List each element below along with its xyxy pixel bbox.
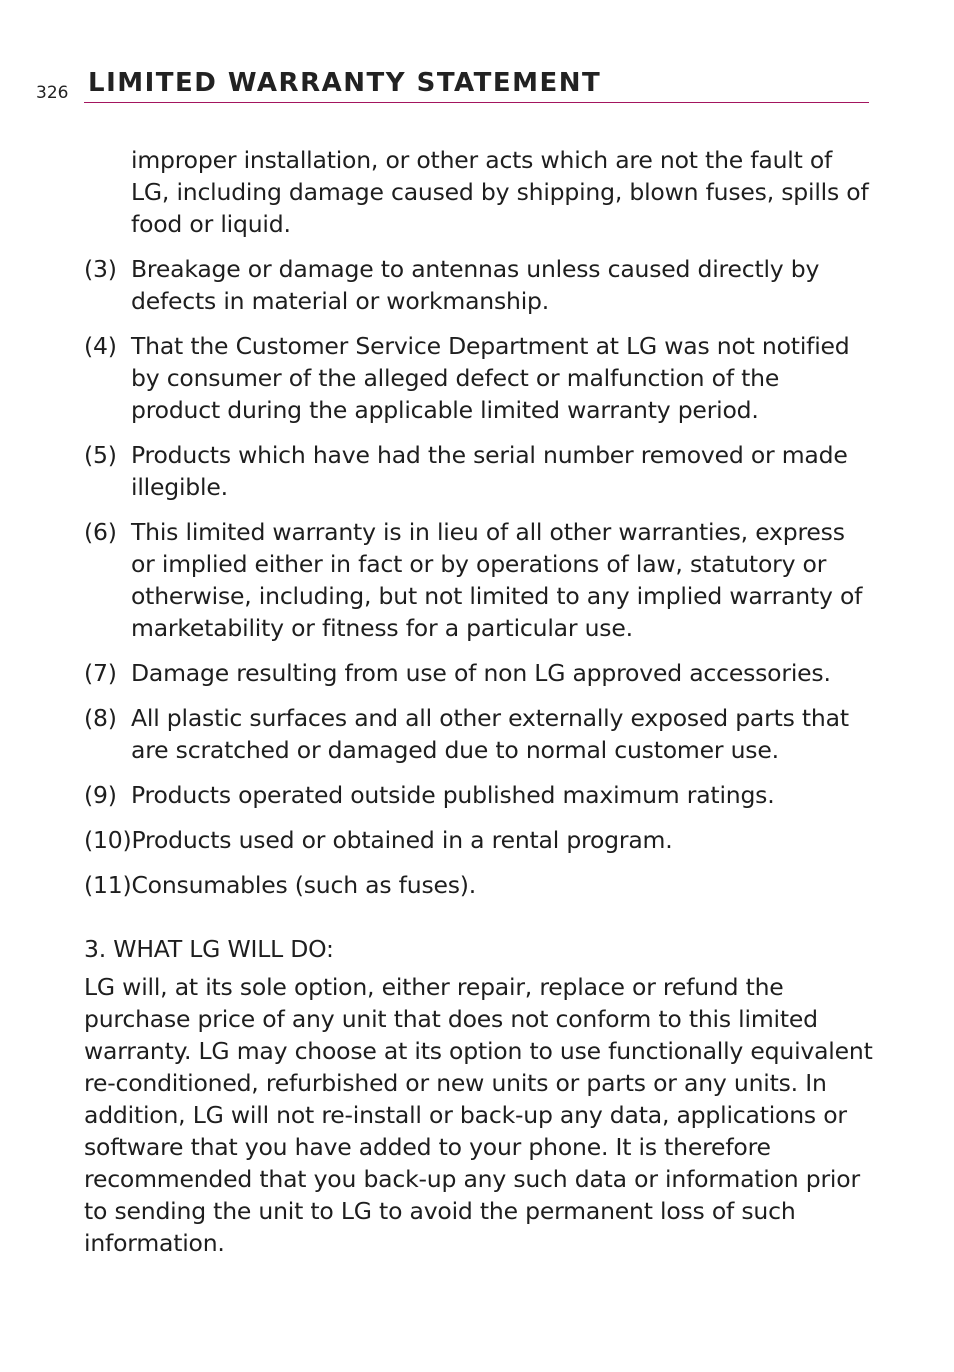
list-item-number: (7): [84, 659, 117, 687]
list-item: [84, 779, 874, 811]
list-item: [84, 516, 874, 644]
list-item: [84, 439, 874, 503]
list-item: [84, 657, 874, 689]
list-item-text: Consumables (such as fuses).: [131, 871, 477, 899]
list-item-number: (4): [84, 332, 117, 360]
section-paragraph: LG will, at its sole option, either repair, replace or refund the purchase price of any unit that does not conform to this limited warranty. LG may choose at its option to use functionally equivalent re-conditioned, refurbished or new units or parts or any units. In addition, LG will not re-install or back-up any data, applications or software that you have added to your phone. It is therefore recommended that you back-up any such data or information prior to sending the unit to LG to avoid the permanent loss of such information.: [84, 973, 873, 1257]
list-item-text: Products which have had the serial number removed or made illegible.: [131, 441, 848, 501]
continued-paragraph: improper installation, or other acts which are not the fault of LG, including damage caused by shipping, blown fuses, spills of food or liquid.: [131, 146, 869, 238]
list-item-text: Products operated outside published maximum ratings.: [131, 781, 775, 809]
document-body: [84, 144, 874, 1259]
list-item-number: (3): [84, 255, 117, 283]
list-item-number: (10): [84, 826, 132, 854]
list-item-text: Damage resulting from use of non LG approved accessories.: [131, 659, 831, 687]
list-item: [84, 702, 874, 766]
page-number: 326: [36, 83, 69, 103]
list-item: [84, 330, 874, 426]
list-item: [84, 869, 874, 901]
list-item-number: (5): [84, 441, 117, 469]
list-item-number: (8): [84, 704, 117, 732]
section-heading: 3. WHAT LG WILL DO:: [84, 935, 334, 963]
list-item-text: This limited warranty is in lieu of all other warranties, express or implied either in fact or by operations of law, statutory or otherwise, including, but not limited to any implied warranty of marketability or fitness for a particular use.: [131, 518, 863, 642]
title-divider: [84, 102, 869, 103]
list-item-text: All plastic surfaces and all other externally exposed parts that are scratched or damaged due to normal customer use.: [131, 704, 849, 764]
list-item-text: Breakage or damage to antennas unless caused directly by defects in material or workmanship.: [131, 255, 820, 315]
list-item: [84, 824, 874, 856]
list-item-text: That the Customer Service Department at LG was not notified by consumer of the alleged defect or malfunction of the product during the applicable limited warranty period.: [131, 332, 850, 424]
list-item-number: (11): [84, 871, 132, 899]
list-item: [84, 253, 874, 317]
page-title: LIMITED WARRANTY STATEMENT: [88, 68, 602, 98]
list-item-number: (6): [84, 518, 117, 546]
list-item-text: Products used or obtained in a rental program.: [131, 826, 673, 854]
list-item-number: (9): [84, 781, 117, 809]
